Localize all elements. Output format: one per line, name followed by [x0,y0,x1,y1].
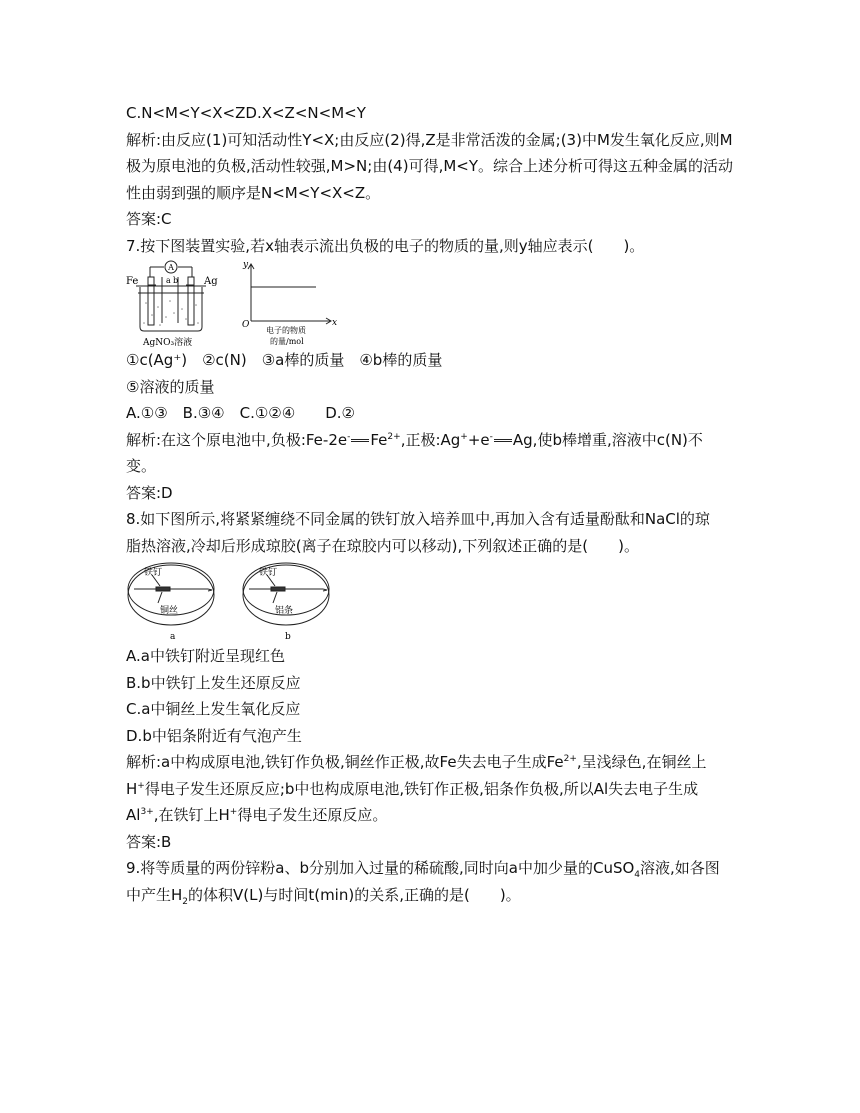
q8-option-c: C.a中铜丝上发生氧化反应 [126,700,301,718]
q7-item5: ⑤溶液的质量 [126,377,215,396]
wire-label-a: 铜丝 [160,606,179,616]
subscript: 2 [182,896,189,907]
x-caption-line1: 电子的物质 [266,326,306,335]
origin-label: O [242,320,250,330]
nail-label-b: 铁钉 [259,568,278,578]
q8-analysis-l3a: Al [126,806,141,824]
fe-electrode-label: Fe [126,276,139,287]
q8-analysis-l2a: H [126,779,138,798]
ammeter-label: A [168,263,174,272]
dish-label-b: b [285,632,291,642]
q8-option-b: B.b中铁钉上发生还原反应 [126,673,301,692]
q7-analysis-line2: 变。 [126,457,157,475]
equals-bar [351,439,369,442]
q7-stem: 7.按下图装置实验,若x轴表示流出负极的电子的物质的量,则y轴应表示( )。 [126,236,645,255]
q7-analysis-line1 [126,427,736,454]
q7-analysis-p3: ,正极:Ag [400,430,461,449]
solution-fill [143,300,199,326]
q8-analysis-l3b: ,在铁钉上H [153,806,230,824]
q7-analysis-p4: +e [467,430,490,449]
rod-b-label: b [173,276,179,285]
superscript: 3+ [140,807,154,817]
q8-analysis-line2 [126,776,736,803]
q8-analysis-l2b: 得电子发生还原反应;b中也构成原电池,铁钉作正极,铝条作负极,所以Al失去电子生成 [144,779,699,798]
q7-items: ①c(Ag⁺) ②c(N) ③a棒的质量 ④b棒的质量 [126,351,443,369]
superscript: + [137,780,145,791]
rod-a-label: a [166,276,171,285]
q8-analysis-line3 [126,802,736,829]
document-page [126,100,736,908]
q9-l2b: 的体积V(L)与时间t(min)的关系,正确的是( )。 [188,885,521,904]
q8-analysis-line1 [126,749,736,776]
q7-analysis-p5: Ag,使b棒增重,溶液中c(N)不 [512,430,703,449]
q7-figure [126,259,346,347]
superscript: + [229,807,238,817]
q7-answer: 答案:D [126,483,173,502]
y-axis-label: y [243,260,249,270]
q8-figure [126,559,346,643]
wire-label-b: 铝条 [275,606,294,616]
superscript: 2+ [563,754,577,764]
ag-electrode-label: Ag [204,276,218,287]
q6-analysis: 解析:由反应(1)可知活动性Y<X;由反应(2)得,Z是非常活泼的金属;(3)中M发生氧化反应,则M极为原电池的负极,活动性较强,M>N;由(4)可得,M<Y。综合上述分析可得这五种金属的活动性由弱到强的顺序是N<M<Y<X<Z。 [126,130,734,202]
superscript: - [489,431,493,442]
q8-analysis-l1b: ,呈浅绿色,在铜丝上 [576,753,707,771]
x-axis-label: x [332,318,338,328]
q6-options: C.N<M<Y<X<ZD.X<Z<N<M<Y [126,104,366,122]
dish-label-a: a [170,632,176,642]
q9-l2a: 中产生H [126,885,183,904]
q8-stem-line1: 8.如下图所示,将紧紧缠绕不同金属的铁钉放入培养皿中,再加入含有适量酚酞和NaCl的琼 [126,510,710,528]
q7-graph [248,264,331,324]
q9-line1 [126,855,736,882]
q6-answer: 答案:C [126,210,172,228]
nail-label-a: 铁钉 [144,568,163,578]
q7-analysis-p1: 解析:在这个原电池中,负极:Fe-2e [126,430,348,449]
solution-label: AgNO₃溶液 [143,338,193,347]
q9-l1b: 溶液,如各图 [640,859,720,877]
subscript: 4 [634,870,641,880]
superscript: - [347,431,351,442]
superscript: 2+ [387,431,401,442]
q8-option-d: D.b中铝条附近有气泡产生 [126,726,302,745]
q7-options: A.①③ B.③④ C.①②④ D.② [126,404,355,422]
q8-analysis-l1a: 解析:a中构成原电池,铁钉作负极,铜丝作正极,故Fe失去电子生成Fe [126,753,564,771]
q9-line2 [126,882,736,909]
q8-answer: 答案:B [126,832,172,851]
x-caption-line2: 的量/mol [270,337,304,346]
q8-option-a: A.a中铁钉附近呈现红色 [126,647,285,665]
q8-stem-line2: 脂热溶液,冷却后形成琼胶(离子在琼胶内可以移动),下列叙述正确的是( )。 [126,536,639,555]
q7-analysis-p2: Fe [370,430,388,449]
superscript: + [460,431,468,442]
q9-l1a: 9.将等质量的两份锌粉a、b分别加入过量的稀硫酸,同时向a中加少量的CuSO [126,859,635,877]
q8-analysis-l3c: 得电子发生还原反应。 [237,806,388,824]
equals-bar [494,439,512,442]
